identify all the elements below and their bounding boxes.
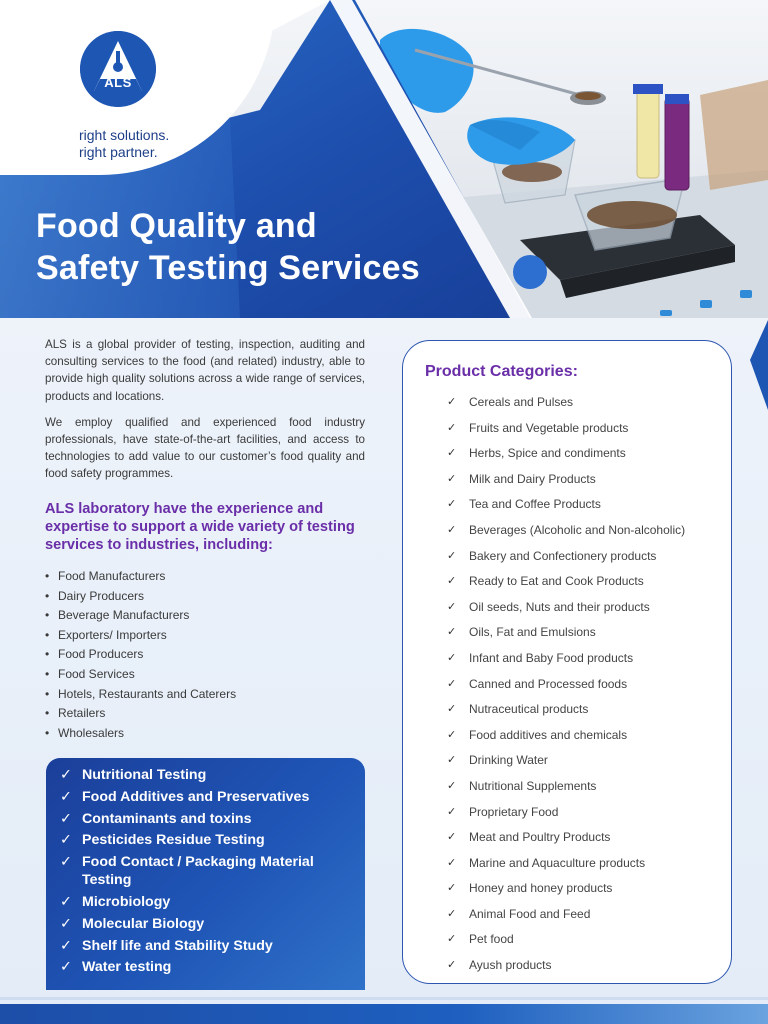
checkmark-icon: ✓ xyxy=(447,626,457,639)
category-item xyxy=(447,825,685,851)
checkmark-icon: ✓ xyxy=(447,703,457,716)
industry-item xyxy=(45,645,236,665)
category-item xyxy=(447,876,685,902)
category-item xyxy=(447,902,685,928)
category-item xyxy=(447,467,685,493)
service-item-label: Water testing xyxy=(82,959,172,976)
industry-item xyxy=(45,724,236,744)
category-item-label: Milk and Dairy Products xyxy=(469,471,596,486)
tagline xyxy=(79,127,169,161)
checkmark-icon: ✓ xyxy=(60,915,72,932)
service-item xyxy=(60,937,365,955)
category-item-label: Infant and Baby Food products xyxy=(469,650,634,665)
industries-heading: ALS laboratory have the experience and expertise to support a wide variety of testing services to industries, including: xyxy=(45,501,355,553)
checkmark-icon: ✓ xyxy=(60,832,72,849)
industry-item xyxy=(45,567,236,587)
checkmark-icon: ✓ xyxy=(447,549,457,562)
product-categories-list xyxy=(447,390,685,979)
header xyxy=(0,0,768,318)
industry-item xyxy=(45,626,236,646)
checkmark-icon: ✓ xyxy=(447,447,457,460)
product-categories-title: Product Categories: xyxy=(425,363,578,380)
logo-text: ALS xyxy=(104,75,132,90)
als-logo xyxy=(80,31,156,107)
page-title-line1: Food Quality and xyxy=(36,207,317,245)
checkmark-icon: ✓ xyxy=(447,882,457,895)
intro-text xyxy=(45,336,365,492)
checkmark-icon: ✓ xyxy=(60,767,72,783)
service-item-label: Nutritional Testing xyxy=(82,767,207,783)
service-item xyxy=(60,810,365,828)
category-item-label: Meat and Poultry Products xyxy=(469,830,611,845)
als-logo-mark-icon xyxy=(80,31,156,107)
industry-item xyxy=(45,685,236,705)
service-item-label: Microbiology xyxy=(82,893,171,910)
category-item-label: Pet food xyxy=(469,932,514,947)
service-item-label: Molecular Biology xyxy=(82,915,205,932)
checkmark-icon: ✓ xyxy=(447,575,457,588)
checkmark-icon: ✓ xyxy=(447,651,457,664)
category-item xyxy=(447,518,685,544)
category-item-label: Nutritional Supplements xyxy=(469,778,597,793)
category-item xyxy=(447,851,685,877)
service-item-label: Pesticides Residue Testing xyxy=(82,832,265,849)
industry-item-label: Food Manufacturers xyxy=(58,569,166,583)
services-list xyxy=(46,758,365,976)
edge-accent xyxy=(750,320,768,410)
category-item-label: Herbs, Spice and condiments xyxy=(469,446,626,461)
service-item-label: Food Contact / Packaging Material Testing xyxy=(82,854,314,889)
bullet-icon: • xyxy=(45,706,50,721)
industry-item-label: Exporters/ Importers xyxy=(58,627,167,642)
category-item xyxy=(447,748,685,774)
category-item-label: Ready to Eat and Cook Products xyxy=(469,574,644,589)
category-item xyxy=(447,800,685,826)
checkmark-icon: ✓ xyxy=(447,907,457,920)
checkmark-icon: ✓ xyxy=(60,959,72,976)
service-item-label: Shelf life and Stability Study xyxy=(82,937,273,954)
product-categories-card xyxy=(402,340,732,984)
checkmark-icon: ✓ xyxy=(447,600,457,613)
category-item xyxy=(447,620,685,646)
category-item-label: Oils, Fat and Emulsions xyxy=(469,625,596,640)
checkmark-icon: ✓ xyxy=(447,498,457,511)
bullet-icon: • xyxy=(45,686,50,701)
service-item xyxy=(60,915,365,933)
checkmark-icon: ✓ xyxy=(447,805,457,818)
category-item-label: Tea and Coffee Products xyxy=(469,497,601,512)
bullet-icon: • xyxy=(45,588,50,603)
industry-item-label: Retailers xyxy=(58,706,106,721)
bullet-icon: • xyxy=(45,666,50,681)
services-box xyxy=(46,758,365,990)
checkmark-icon: ✓ xyxy=(447,959,457,972)
category-item xyxy=(447,646,685,672)
category-item-label: Beverages (Alcoholic and Non-alcoholic) xyxy=(469,522,686,537)
category-item-label: Ayush products xyxy=(469,958,552,973)
category-item xyxy=(447,416,685,442)
industry-item xyxy=(45,665,236,685)
service-item xyxy=(60,788,365,806)
category-item-label: Honey and honey products xyxy=(469,881,613,896)
category-item xyxy=(447,672,685,698)
industry-item xyxy=(45,704,236,724)
service-item xyxy=(60,766,365,784)
checkmark-icon: ✓ xyxy=(60,937,72,954)
category-item-label: Food additives and chemicals xyxy=(469,727,628,742)
category-item-label: Marine and Aquaculture products xyxy=(469,855,646,870)
page-title xyxy=(36,205,420,289)
category-item xyxy=(447,774,685,800)
category-item xyxy=(447,569,685,595)
category-item-label: Canned and Processed foods xyxy=(469,676,628,691)
service-item xyxy=(60,831,365,849)
checkmark-icon: ✓ xyxy=(60,810,72,827)
category-item-label: Proprietary Food xyxy=(469,804,559,819)
category-item xyxy=(447,492,685,518)
category-item xyxy=(447,544,685,570)
tagline-line2: right partner. xyxy=(79,144,158,160)
service-item-label: Contaminants and toxins xyxy=(82,810,252,827)
category-item xyxy=(447,697,685,723)
service-item xyxy=(60,958,365,976)
checkmark-icon: ✓ xyxy=(447,831,457,844)
checkmark-icon: ✓ xyxy=(447,396,457,408)
bullet-icon: • xyxy=(45,608,50,623)
checkmark-icon: ✓ xyxy=(447,933,457,946)
industry-item-label: Beverage Manufacturers xyxy=(58,608,190,623)
category-item-label: Fruits and Vegetable products xyxy=(469,420,629,435)
category-item xyxy=(447,723,685,749)
page-title-line2: Safety Testing Services xyxy=(36,249,420,287)
checkmark-icon: ✓ xyxy=(447,472,457,485)
industry-item-label: Dairy Producers xyxy=(58,588,145,603)
category-item-label: Animal Food and Feed xyxy=(469,906,591,921)
checkmark-icon: ✓ xyxy=(447,677,457,690)
tagline-line1: right solutions. xyxy=(79,127,170,143)
footer-divider xyxy=(0,997,768,1000)
industry-item-label: Food Producers xyxy=(58,647,144,662)
bullet-icon: • xyxy=(45,569,50,583)
category-item-label: Cereals and Pulses xyxy=(469,395,574,409)
checkmark-icon: ✓ xyxy=(447,779,457,792)
checkmark-icon: ✓ xyxy=(447,523,457,536)
industry-item-label: Hotels, Restaurants and Caterers xyxy=(58,686,237,701)
industry-item-label: Food Services xyxy=(58,666,135,681)
category-item-label: Nutraceutical products xyxy=(469,702,589,717)
category-item xyxy=(447,390,685,416)
category-item xyxy=(447,595,685,621)
bullet-icon: • xyxy=(45,647,50,662)
checkmark-icon: ✓ xyxy=(447,728,457,741)
intro-paragraph-2: We employ qualified and experienced food industry professionals, have state-of-the-art facilities, and access to technologies to add value to our customer’s food quality and food safety programmes. xyxy=(45,415,365,481)
footer-bar xyxy=(0,1004,768,1024)
category-item-label: Oil seeds, Nuts and their products xyxy=(469,599,650,614)
category-item xyxy=(447,441,685,467)
bullet-icon: • xyxy=(45,627,50,642)
checkmark-icon: ✓ xyxy=(447,754,457,767)
intro-paragraph-1: ALS is a global provider of testing, inspection, auditing and consulting services to the food (and related) industry, able to provide high quality solutions across a wide range of services, products and locations. xyxy=(45,338,365,403)
checkmark-icon: ✓ xyxy=(60,788,72,805)
bullet-icon: • xyxy=(45,725,50,740)
service-item-label: Food Additives and Preservatives xyxy=(82,788,310,805)
industry-item-label: Wholesalers xyxy=(58,725,125,740)
category-item-label: Bakery and Confectionery products xyxy=(469,548,657,563)
service-item xyxy=(60,893,365,911)
category-item-label: Drinking Water xyxy=(469,753,548,768)
industry-item xyxy=(45,606,236,626)
service-item xyxy=(60,853,365,889)
checkmark-icon: ✓ xyxy=(447,421,457,434)
category-item xyxy=(447,953,685,979)
checkmark-icon: ✓ xyxy=(447,856,457,869)
industries-list xyxy=(45,567,236,743)
checkmark-icon: ✓ xyxy=(60,854,72,871)
checkmark-icon: ✓ xyxy=(60,893,72,910)
industry-item xyxy=(45,587,236,607)
category-item xyxy=(447,927,685,953)
